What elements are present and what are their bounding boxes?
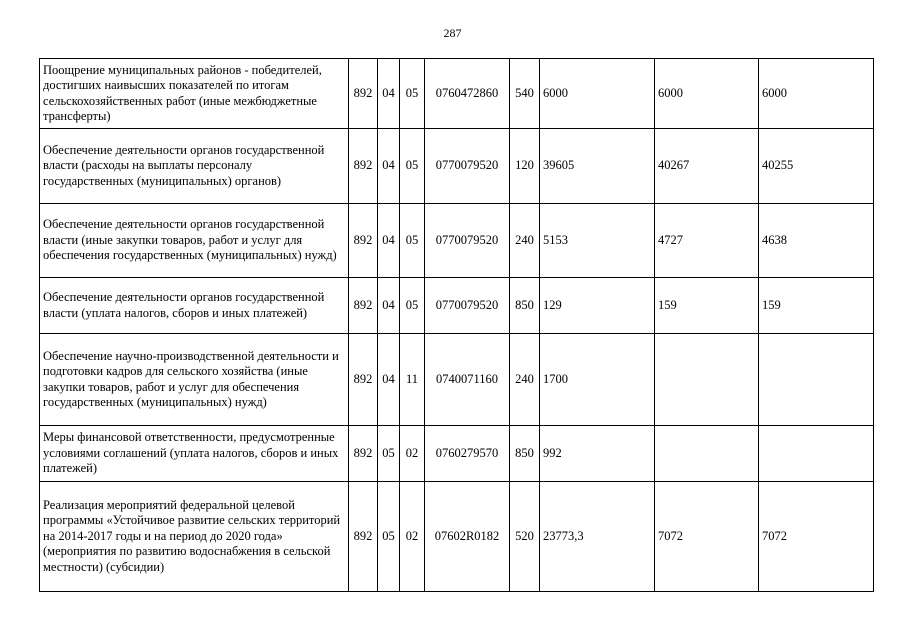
table-row xyxy=(40,482,874,592)
ministry-code: 892 xyxy=(349,482,378,592)
amount-year-3: 40255 xyxy=(759,129,874,204)
amount-year-1: 39605 xyxy=(540,129,655,204)
amount-year-1: 1700 xyxy=(540,334,655,426)
table-row xyxy=(40,204,874,278)
expense-type-code: 850 xyxy=(510,426,540,482)
section-code: 05 xyxy=(378,426,400,482)
expense-name: Поощрение муниципальных районов - победителей, достигших наивысших показателей по итогам сельскохозяйственных работ (иные межбюджетные трансферты) xyxy=(40,59,349,129)
subsection-code: 11 xyxy=(400,334,425,426)
amount-year-2: 159 xyxy=(655,278,759,334)
amount-year-3 xyxy=(759,426,874,482)
amount-year-1: 23773,3 xyxy=(540,482,655,592)
amount-year-2 xyxy=(655,334,759,426)
expense-type-code: 520 xyxy=(510,482,540,592)
expense-name: Обеспечение деятельности органов государственной власти (иные закупки товаров, работ и услуг для обеспечения государственных (муниципальных) нужд) xyxy=(40,204,349,278)
amount-year-2: 7072 xyxy=(655,482,759,592)
ministry-code: 892 xyxy=(349,204,378,278)
subsection-code: 02 xyxy=(400,482,425,592)
expense-type-code: 540 xyxy=(510,59,540,129)
ministry-code: 892 xyxy=(349,334,378,426)
table-row xyxy=(40,129,874,204)
section-code: 04 xyxy=(378,204,400,278)
ministry-code: 892 xyxy=(349,426,378,482)
expense-name: Обеспечение деятельности органов государственной власти (расходы на выплаты персоналу государственных (муниципальных) органов) xyxy=(40,129,349,204)
target-article-code: 0770079520 xyxy=(425,278,510,334)
amount-year-2: 40267 xyxy=(655,129,759,204)
target-article-code: 07602R0182 xyxy=(425,482,510,592)
subsection-code: 05 xyxy=(400,59,425,129)
section-code: 04 xyxy=(378,129,400,204)
table-row xyxy=(40,278,874,334)
page-number: 287 xyxy=(443,26,462,40)
amount-year-1: 5153 xyxy=(540,204,655,278)
expense-name: Обеспечение деятельности органов государственной власти (уплата налогов, сборов и иных платежей) xyxy=(40,278,349,334)
expense-name: Меры финансовой ответственности, предусмотренные условиями соглашений (уплата налогов, сборов и иных платежей) xyxy=(40,426,349,482)
subsection-code: 05 xyxy=(400,278,425,334)
ministry-code: 892 xyxy=(349,129,378,204)
amount-year-1: 129 xyxy=(540,278,655,334)
target-article-code: 0740071160 xyxy=(425,334,510,426)
section-code: 04 xyxy=(378,278,400,334)
amount-year-1: 6000 xyxy=(540,59,655,129)
table-row xyxy=(40,334,874,426)
amount-year-3 xyxy=(759,334,874,426)
target-article-code: 0770079520 xyxy=(425,129,510,204)
subsection-code: 05 xyxy=(400,129,425,204)
expense-type-code: 120 xyxy=(510,129,540,204)
table-row xyxy=(40,59,874,129)
amount-year-2 xyxy=(655,426,759,482)
section-code: 05 xyxy=(378,482,400,592)
section-code: 04 xyxy=(378,334,400,426)
amount-year-1: 992 xyxy=(540,426,655,482)
expense-type-code: 240 xyxy=(510,204,540,278)
section-code: 04 xyxy=(378,59,400,129)
amount-year-2: 6000 xyxy=(655,59,759,129)
subsection-code: 02 xyxy=(400,426,425,482)
amount-year-3: 4638 xyxy=(759,204,874,278)
subsection-code: 05 xyxy=(400,204,425,278)
table-row xyxy=(40,426,874,482)
expense-name: Реализация мероприятий федеральной целевой программы «Устойчивое развитие сельских территорий на 2014-2017 годы и на период до 2020 года» (мероприятия по развитию водоснабжения в сельской местности) (субсидии) xyxy=(40,482,349,592)
amount-year-2: 4727 xyxy=(655,204,759,278)
ministry-code: 892 xyxy=(349,278,378,334)
expense-type-code: 850 xyxy=(510,278,540,334)
amount-year-3: 159 xyxy=(759,278,874,334)
ministry-code: 892 xyxy=(349,59,378,129)
amount-year-3: 6000 xyxy=(759,59,874,129)
budget-table xyxy=(39,58,874,592)
target-article-code: 0760279570 xyxy=(425,426,510,482)
expense-name: Обеспечение научно-производственной деятельности и подготовки кадров для сельского хозяйства (иные закупки товаров, работ и услуг для обеспечения государственных (муниципальных) нужд) xyxy=(40,334,349,426)
amount-year-3: 7072 xyxy=(759,482,874,592)
target-article-code: 0770079520 xyxy=(425,204,510,278)
target-article-code: 0760472860 xyxy=(425,59,510,129)
expense-type-code: 240 xyxy=(510,334,540,426)
